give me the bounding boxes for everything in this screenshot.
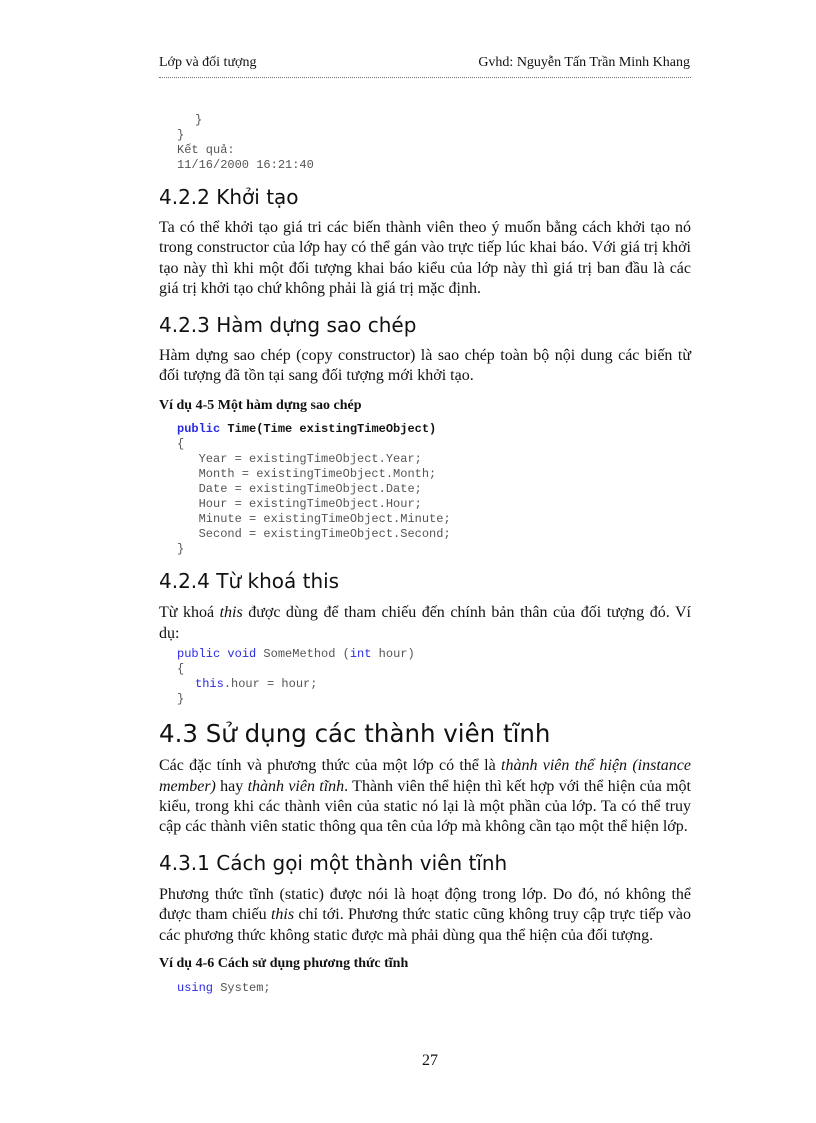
text: được dùng để tham chiếu đến chính bản thân của đối tượng đó. Ví dụ: — [159, 604, 691, 642]
code-line: Year = existingTimeObject.Year; — [177, 452, 422, 467]
code-line: } — [177, 128, 185, 142]
code-line: } — [195, 113, 203, 127]
code-keyword: using — [177, 981, 214, 996]
code-line: Kết quả: — [177, 143, 235, 157]
code-line: } — [177, 542, 185, 557]
code-text: hour) — [371, 647, 415, 662]
emphasis: thành viên tĩnh — [247, 777, 345, 795]
code-line: } — [177, 692, 185, 707]
example-caption-4-5: Ví dụ 4-5 Một hàm dựng sao chép — [159, 398, 362, 414]
text: hay — [215, 777, 248, 795]
text: chỉ tới. Phương thức static cũng không truy cập trực tiếp vào các phương thức không static được mà phải dùng qua thể hiện của đối tượng. — [159, 906, 691, 944]
header-chapter: Lớp và đối tượng — [159, 55, 257, 70]
code-keyword: void — [227, 647, 257, 662]
code-block-using — [177, 981, 691, 996]
code-keyword: public — [177, 422, 221, 437]
code-block-this — [177, 647, 691, 707]
heading-4-3: 4.3 Sử dụng các thành viên tĩnh — [159, 719, 551, 749]
text: Phương thức tĩnh (static) được nói là hoạt động trong lớp. Do đó, nó không thể được tham chiếu — [159, 885, 691, 924]
code-text: SomeMethod ( — [256, 647, 350, 662]
text: Từ khoá — [159, 604, 220, 622]
code-line: Date = existingTimeObject.Date; — [177, 482, 422, 497]
page-number: 27 — [422, 1052, 438, 1069]
heading-4-2-4: 4.2.4 Từ khoá this — [159, 569, 340, 594]
emphasis: this — [270, 906, 295, 924]
heading-4-3-1: 4.3.1 Cách gọi một thành viên tĩnh — [159, 850, 508, 875]
code-line: 11/16/2000 16:21:40 — [177, 158, 314, 172]
code-signature: Time(Time existingTimeObject) — [220, 422, 437, 437]
code-line: { — [177, 437, 185, 452]
code-line: Minute = existingTimeObject.Minute; — [177, 512, 451, 527]
paragraph-4-2-2: Ta có thể khởi tạo giá tri các biến thành viên theo ý muốn bằng cách khởi tạo nó trong constructor của lớp hay có thể gán vào trực tiếp lúc khai báo. Với giá trị khởi tạo này thì khi một đối tượng khai báo kiểu của lớp này thì giá trị ban đầu là các giá trị khởi tạo chứ không phải là giá trị mặc định. — [159, 219, 691, 298]
heading-4-2-3: 4.2.3 Hàm dựng sao chép — [159, 312, 417, 337]
code-keyword: this — [195, 677, 224, 692]
code-keyword: int — [349, 647, 372, 662]
code-block-top — [177, 113, 691, 173]
code-line: Hour = existingTimeObject.Hour; — [177, 497, 422, 512]
text: Các đặc tính và phương thức của một lớp có thể là — [159, 757, 502, 775]
code-keyword: public — [177, 647, 221, 662]
paragraph-4-2-3: Hàm dựng sao chép (copy constructor) là sao chép toàn bộ nội dung các biến từ đối tượng đã tồn tại sang đối tượng mới khởi tạo. — [159, 346, 691, 385]
header-author: Gvhd: Nguyễn Tấn Trần Minh Khang — [478, 55, 690, 70]
emphasis: this — [219, 604, 243, 622]
code-line: Month = existingTimeObject.Month; — [177, 467, 437, 482]
example-caption-4-6: Ví dụ 4-6 Cách sử dụng phương thức tĩnh — [159, 956, 409, 972]
page-body — [159, 113, 691, 996]
text: . Thành viên thể hiện thì kết hợp với thể hiện của một kiểu, trong khi các thành viên của static nó lại là một phần của lớp. Ta có thể truy cập các thành viên static thông qua tên của lớp mà không cần tạo một thể hiện lớp. — [159, 777, 691, 836]
emphasis: thành viên thể hiện (instance member) — [159, 757, 691, 795]
code-text: .hour = hour; — [223, 677, 318, 692]
paragraph-4-3-1 — [159, 885, 691, 946]
code-line: Second = existingTimeObject.Second; — [177, 527, 451, 542]
paragraph-4-3 — [159, 756, 691, 838]
code-line: { — [177, 662, 185, 677]
header-rule — [159, 77, 691, 78]
paragraph-4-2-4 — [159, 603, 691, 644]
heading-4-2-2: 4.2.2 Khởi tạo — [159, 185, 299, 209]
code-text: System; — [213, 981, 271, 996]
code-block-copy-constructor — [177, 422, 691, 557]
